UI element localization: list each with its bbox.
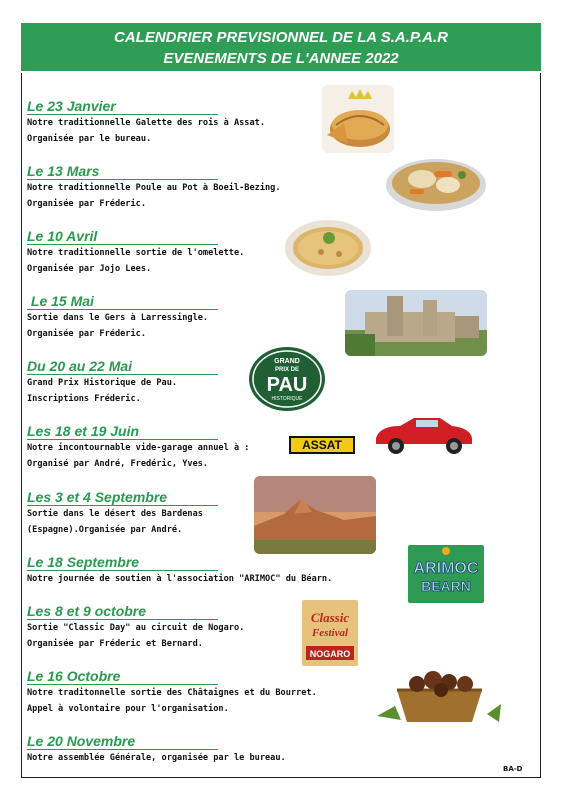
event-galette bbox=[27, 96, 327, 147]
event-organizer: Organisée par Jojo Lees. bbox=[27, 264, 152, 274]
event-organizer: Organisée par Fréderic et Bernard. bbox=[27, 639, 203, 649]
classic-logo-line2: Festival bbox=[311, 627, 349, 639]
event-description: Notre traditionnelle Galette des rois à Assat. bbox=[27, 118, 265, 128]
event-assemblee-generale bbox=[27, 731, 327, 766]
classic-logo-line1: Classic bbox=[310, 610, 350, 625]
page-header bbox=[21, 23, 541, 73]
event-description: Notre assemblée Générale, organisée par le bureau. bbox=[27, 753, 286, 763]
event-description: Sortie dans le Gers à Larressingle. bbox=[27, 313, 209, 323]
event-description: Grand Prix Historique de Pau. bbox=[27, 378, 178, 388]
chestnuts-basket-photo bbox=[377, 660, 502, 726]
assat-badge: ASSAT bbox=[289, 436, 355, 454]
event-poule-au-pot bbox=[27, 161, 327, 212]
event-vide-garage bbox=[27, 421, 327, 472]
event-organizer: Appel à volontaire pour l'organisation. bbox=[27, 704, 229, 714]
pau-logo-line4: HISTORIQUE bbox=[271, 396, 303, 402]
red-car-photo bbox=[370, 404, 476, 460]
event-description: Notre traditonnelle sortie des Châtaignes et du Bourret. bbox=[27, 688, 317, 698]
event-organizer: Organisée par Fréderic. bbox=[27, 329, 146, 339]
event-date: Le 23 Janvier bbox=[27, 98, 218, 115]
grand-prix-pau-logo bbox=[248, 346, 326, 412]
event-date: Le 18 Septembre bbox=[27, 554, 218, 571]
pau-logo-line1: GRAND bbox=[274, 358, 300, 365]
event-description: Notre traditionnelle Poule au Pot à Boeil-Bezing. bbox=[27, 183, 281, 193]
pau-logo-line3: PAU bbox=[266, 374, 308, 396]
event-organizer: Organisée par le bureau. bbox=[27, 134, 152, 144]
event-arimoc bbox=[27, 552, 333, 587]
event-date: Les 8 et 9 octobre bbox=[27, 603, 218, 620]
galette-photo bbox=[322, 85, 394, 153]
larressingle-photo bbox=[345, 290, 487, 356]
event-organizer: (Espagne).Organisée par André. bbox=[27, 525, 183, 535]
event-date: Les 18 et 19 Juin bbox=[27, 423, 218, 440]
event-date: Les 3 et 4 Septembre bbox=[27, 489, 218, 506]
arimoc-logo-line1: ARIMOC bbox=[413, 560, 479, 577]
signature: BA-D bbox=[503, 765, 523, 773]
header-subtitle: EVENEMENTS DE L'ANNEE 2022 bbox=[163, 50, 399, 67]
event-larressingle bbox=[27, 291, 327, 342]
omelette-photo bbox=[283, 216, 373, 278]
classic-festival-nogaro-logo bbox=[302, 600, 358, 666]
event-organizer: Organisé par André, Fredéric, Yves. bbox=[27, 459, 209, 469]
event-date: Le 10 Avril bbox=[27, 228, 218, 245]
event-date: Le 15 Mai bbox=[27, 293, 218, 310]
event-date: Du 20 au 22 Mai bbox=[27, 358, 218, 375]
event-description: Notre incontournable vide-garage annuel à : bbox=[27, 443, 250, 453]
event-description: Notre traditionnelle sortie de l'omelette. bbox=[27, 248, 245, 258]
event-date: Le 20 Novembre bbox=[27, 733, 218, 750]
event-organizer: Organisée par Fréderic. bbox=[27, 199, 146, 209]
poule-au-pot-photo bbox=[382, 153, 490, 213]
event-description: Notre journée de soutien à l'association "ARIMOC" du Béarn. bbox=[27, 574, 333, 584]
pau-logo-line2: PRIX DE bbox=[274, 367, 300, 373]
arimoc-bearn-logo bbox=[408, 545, 484, 603]
arimoc-logo-line2: BEARN bbox=[421, 578, 471, 594]
classic-logo-line3: NOGARO bbox=[309, 649, 351, 659]
event-date: Le 16 Octobre bbox=[27, 668, 218, 685]
event-classic-day bbox=[27, 601, 327, 652]
event-date: Le 13 Mars bbox=[27, 163, 218, 180]
header-title: CALENDRIER PREVISIONNEL DE LA S.A.P.A.R bbox=[114, 29, 448, 46]
event-organizer: Inscriptions Fréderic. bbox=[27, 394, 141, 404]
bardenas-desert-photo bbox=[254, 476, 376, 554]
event-chataignes bbox=[27, 666, 327, 717]
event-omelette bbox=[27, 226, 327, 277]
event-description: Sortie "Classic Day" au circuit de Nogaro. bbox=[27, 623, 245, 633]
event-description: Sortie dans le désert des Bardenas bbox=[27, 509, 203, 519]
